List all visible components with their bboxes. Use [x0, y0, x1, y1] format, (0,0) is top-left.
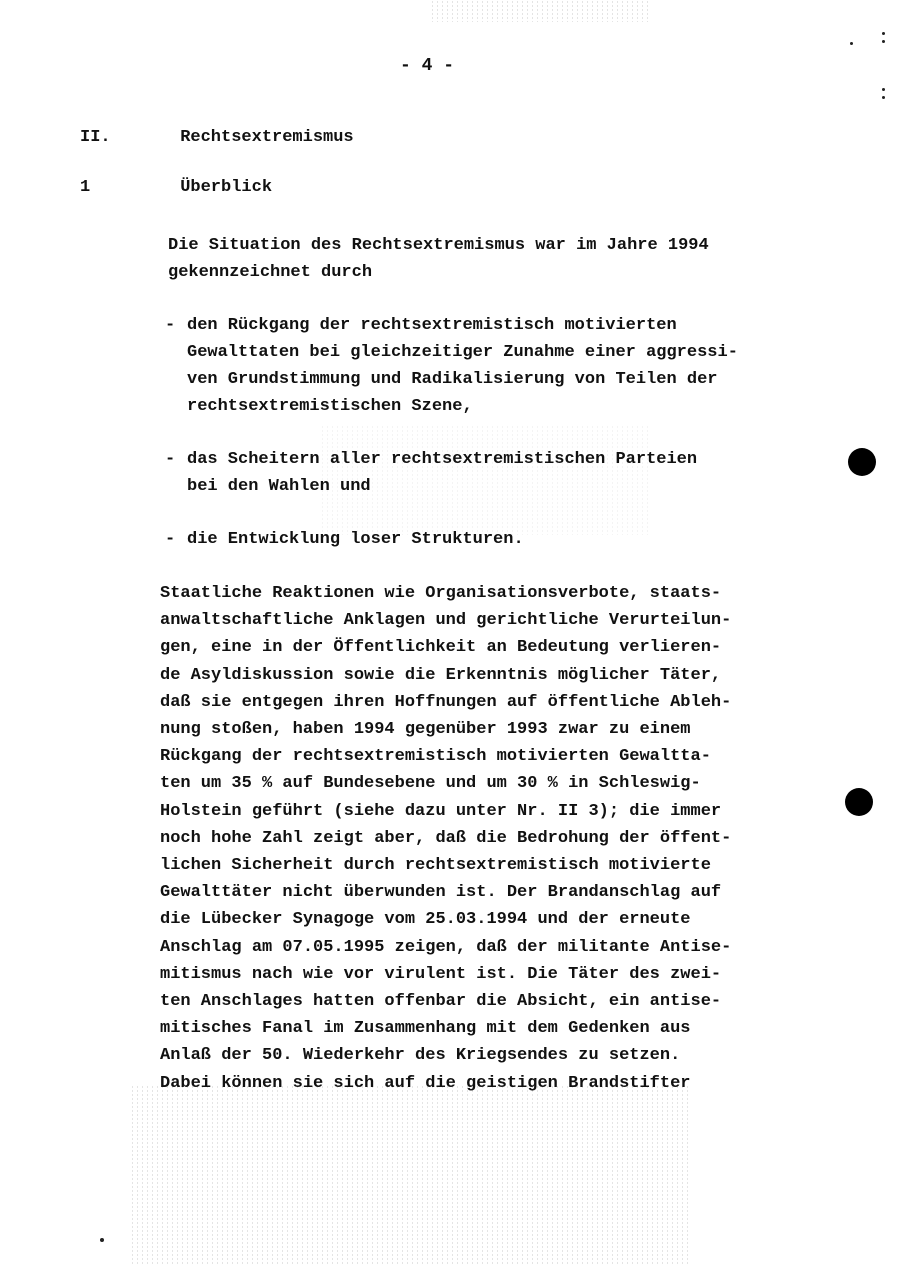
- section-heading: [80, 128, 354, 147]
- bullet-list: [165, 312, 805, 579]
- paragraph-line: noch hohe Zahl zeigt aber, daß die Bedrohung der öffent-: [160, 828, 732, 848]
- bullet-dash: -: [165, 316, 176, 335]
- bullet-line: Gewalttaten bei gleichzeitiger Zunahme einer aggressi-: [187, 343, 738, 362]
- paragraph-line: Gewalttäter nicht überwunden ist. Der Brandanschlag auf: [160, 883, 722, 903]
- bullet-dash: -: [165, 450, 176, 469]
- paragraph-line: Anschlag am 07.05.1995 zeigen, daß der militante Antise-: [160, 937, 732, 957]
- paragraph-line: die Lübecker Synagoge vom 25.03.1994 und der erneute: [160, 910, 691, 930]
- paragraph-line: anwaltschaftliche Anklagen und gerichtliche Verurteilun-: [160, 611, 732, 631]
- punch-hole-mark: [845, 788, 873, 816]
- subsection-title: Überblick: [180, 178, 273, 197]
- bullet-line: das Scheitern aller rechtsextremistischen Parteien: [187, 450, 698, 469]
- subsection-number: 1: [80, 178, 91, 197]
- paragraph-line: de Asyldiskussion sowie die Erkenntnis möglicher Täter,: [160, 665, 722, 685]
- speck-mark: [882, 32, 885, 35]
- bullet-line: die Entwicklung loser Strukturen.: [187, 530, 524, 549]
- speck-mark: [882, 40, 885, 43]
- scan-noise-top: [430, 0, 650, 22]
- speck-mark: [100, 1238, 104, 1242]
- list-item: [165, 312, 805, 420]
- body-paragraph: [160, 580, 800, 1097]
- intro-text: Die Situation des Rechtsextremismus war im Jahre 1994 gekennzeichnet durch: [168, 236, 709, 282]
- speck-mark: [882, 96, 885, 99]
- paragraph-line: ten Anschlages hatten offenbar die Absicht, ein antise-: [160, 992, 722, 1012]
- paragraph-line: Dabei können sie sich auf die geistigen Brandstifter: [160, 1073, 691, 1093]
- bullet-line: den Rückgang der rechtsextremistisch motivierten: [187, 316, 677, 335]
- scan-noise-bottom: [130, 1085, 690, 1265]
- punch-hole-mark: [848, 448, 876, 476]
- paragraph-line: Staatliche Reaktionen wie Organisationsverbote, staats-: [160, 584, 722, 603]
- section-title: Rechtsextremismus: [180, 128, 354, 147]
- bullet-line: rechtsextremistischen Szene,: [187, 397, 473, 416]
- bullet-dash: -: [165, 530, 176, 549]
- subsection-heading: [80, 178, 272, 197]
- list-item: [165, 526, 805, 553]
- paragraph-line: gen, eine in der Öffentlichkeit an Bedeutung verlieren-: [160, 638, 722, 658]
- paragraph-line: lichen Sicherheit durch rechtsextremistisch motivierte: [160, 856, 711, 876]
- section-number: II.: [80, 128, 111, 147]
- bullet-line: ven Grundstimmung und Radikalisierung von Teilen der: [187, 370, 718, 389]
- paragraph-line: daß sie entgegen ihren Hoffnungen auf öffentliche Ableh-: [160, 692, 732, 712]
- speck-mark: [882, 88, 885, 91]
- bullet-line: bei den Wahlen und: [187, 477, 371, 496]
- speck-mark: [850, 42, 853, 45]
- paragraph-line: mitisches Fanal im Zusammenhang mit dem Gedenken aus: [160, 1019, 691, 1039]
- page-number: - 4 -: [400, 56, 455, 76]
- paragraph-line: mitismus nach wie vor virulent ist. Die Täter des zwei-: [160, 964, 722, 984]
- paragraph-line: ten um 35 % auf Bundesebene und um 30 % in Schleswig-: [160, 774, 701, 794]
- paragraph-line: Holstein geführt (siehe dazu unter Nr. II 3); die immer: [160, 801, 722, 821]
- paragraph-line: Rückgang der rechtsextremistisch motivierten Gewaltta-: [160, 747, 711, 767]
- list-item: [165, 446, 805, 500]
- paragraph-line: Anlaß der 50. Wiederkehr des Kriegsendes zu setzen.: [160, 1046, 681, 1066]
- paragraph-line: nung stoßen, haben 1994 gegenüber 1993 zwar zu einem: [160, 720, 691, 740]
